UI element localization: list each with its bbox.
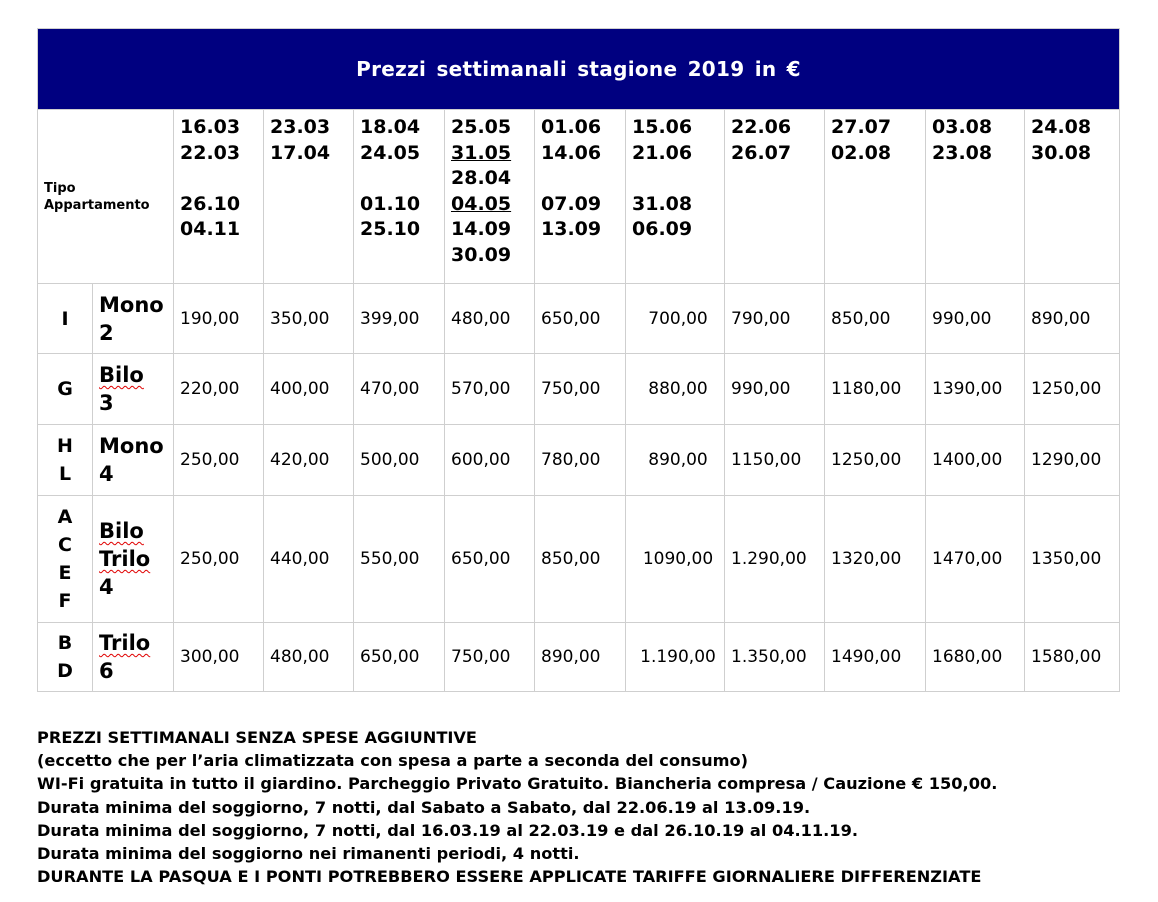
apartment-type	[93, 425, 174, 496]
unit-letter: B	[57, 632, 73, 654]
price-cell: 1150,00	[725, 425, 825, 496]
price-cell: 1180,00	[825, 354, 926, 425]
type-label-line1: Tipo	[44, 180, 76, 196]
period-date: 04.05	[451, 192, 512, 215]
period-date: 01.10	[360, 192, 421, 215]
price-cell: 220,00	[174, 354, 264, 425]
apartment-type-line-wrap	[99, 573, 173, 601]
period-date: 31.08	[632, 192, 693, 215]
period-date: 26.07	[731, 141, 792, 164]
type-label-line2: Appartamento	[44, 197, 150, 213]
period-date: 24.08	[1031, 116, 1092, 138]
unit-letter: G	[57, 378, 73, 400]
apartment-type-line: Bilo	[99, 519, 144, 543]
price-cell: 300,00	[174, 623, 264, 692]
price-cell: 990,00	[926, 284, 1025, 354]
price-cell: 790,00	[725, 284, 825, 354]
price-cell: 1390,00	[926, 354, 1025, 425]
apartment-type-line-wrap	[99, 629, 173, 657]
period-date: 15.06	[632, 116, 693, 138]
price-cell: 550,00	[354, 496, 445, 623]
unit-letters	[38, 496, 93, 623]
apartment-type	[93, 284, 174, 354]
apartment-type-line-wrap	[99, 657, 173, 685]
note-line: PREZZI SETTIMANALI SENZA SPESE AGGIUNTIVE	[37, 728, 477, 747]
price-cell: 850,00	[535, 496, 626, 623]
price-cell: 1290,00	[1025, 425, 1120, 496]
price-row	[38, 496, 1120, 623]
apartment-type-line: 6	[99, 659, 114, 683]
price-cell: 400,00	[264, 354, 354, 425]
price-cell: 480,00	[264, 623, 354, 692]
apartment-type	[93, 496, 174, 623]
apartment-type-line-wrap	[99, 432, 173, 460]
price-cell: 1250,00	[1025, 354, 1120, 425]
period-header-8	[825, 110, 926, 284]
apartment-type-line: Trilo	[99, 547, 151, 571]
unit-letter: L	[58, 463, 72, 485]
period-date: 16.03	[180, 116, 241, 138]
period-date: 06.09	[632, 218, 693, 240]
unit-letters	[38, 425, 93, 496]
price-row	[38, 284, 1120, 354]
period-date: 31.05	[451, 141, 512, 164]
period-date: 04.11	[180, 218, 241, 240]
period-header-2	[264, 110, 354, 284]
period-date: 14.06	[541, 141, 602, 164]
period-date: 30.08	[1031, 141, 1092, 164]
price-row	[38, 425, 1120, 496]
price-cell: 1400,00	[926, 425, 1025, 496]
period-date: 18.04	[360, 116, 421, 138]
period-date: 28.04	[451, 167, 512, 189]
apartment-type-line: Trilo	[99, 631, 151, 655]
unit-letters	[38, 623, 93, 692]
apartment-type	[93, 354, 174, 425]
price-cell: 1350,00	[1025, 496, 1120, 623]
price-cell: 780,00	[535, 425, 626, 496]
price-cell: 890,00	[535, 623, 626, 692]
apartment-type-line: 4	[99, 575, 114, 599]
period-header-4	[445, 110, 535, 284]
price-cell: 1470,00	[926, 496, 1025, 623]
price-cell: 250,00	[174, 496, 264, 623]
price-cell: 1.350,00	[725, 623, 825, 692]
period-header-3	[354, 110, 445, 284]
price-cell: 570,00	[445, 354, 535, 425]
price-row	[38, 354, 1120, 425]
period-gap	[360, 166, 444, 192]
period-gap	[632, 166, 724, 192]
price-cell: 500,00	[354, 425, 445, 496]
price-cell: 890,00	[626, 425, 725, 496]
price-cell: 1.290,00	[725, 496, 825, 623]
period-date: 17.04	[270, 141, 331, 164]
price-cell: 850,00	[825, 284, 926, 354]
price-cell: 650,00	[354, 623, 445, 692]
period-date: 02.08	[831, 141, 892, 164]
price-cell: 1250,00	[825, 425, 926, 496]
period-date: 22.06	[731, 116, 792, 138]
apartment-type-line-wrap	[99, 389, 173, 417]
unit-letter: D	[57, 660, 73, 682]
price-cell: 600,00	[445, 425, 535, 496]
period-date: 27.07	[831, 116, 892, 138]
note-line: WI-Fi gratuita in tutto il giardino. Parcheggio Privato Gratuito. Biancheria compresa / Cauzione € 150,00.	[37, 774, 998, 794]
period-header-9	[926, 110, 1025, 284]
period-date: 30.09	[451, 243, 512, 266]
price-cell: 399,00	[354, 284, 445, 354]
unit-letter: H	[57, 435, 73, 457]
unit-letters	[38, 354, 93, 425]
price-cell: 650,00	[535, 284, 626, 354]
period-header-5	[535, 110, 626, 284]
apartment-type-line-wrap	[99, 361, 173, 389]
period-date: 24.05	[360, 141, 421, 164]
period-date: 23.08	[932, 141, 993, 164]
period-gap	[541, 166, 625, 192]
note-line: Durata minima del soggiorno nei rimanenti periodi, 4 notti.	[37, 844, 580, 864]
apartment-type-line: Mono	[99, 434, 164, 458]
notes-block	[37, 726, 1158, 888]
price-cell: 420,00	[264, 425, 354, 496]
price-cell: 250,00	[174, 425, 264, 496]
apartment-type-line: 2	[99, 320, 114, 345]
period-header-row	[38, 110, 1120, 284]
note-line: (eccetto che per l’aria climatizzata con spesa a parte a seconda del consumo)	[37, 751, 749, 771]
period-date: 03.08	[932, 116, 993, 138]
price-cell: 470,00	[354, 354, 445, 425]
page-title: Prezzi settimanali stagione 2019 in €	[356, 57, 801, 81]
price-cell: 1490,00	[825, 623, 926, 692]
price-cell: 650,00	[445, 496, 535, 623]
note-line: Durata minima del soggiorno, 7 notti, dal Sabato a Sabato, dal 22.06.19 al 13.09.19.	[37, 797, 811, 817]
period-date: 13.09	[541, 218, 602, 240]
price-cell: 880,00	[626, 354, 725, 425]
apartment-type	[93, 623, 174, 692]
period-date: 25.10	[360, 218, 421, 240]
price-cell: 1090,00	[626, 496, 725, 623]
price-cell: 700,00	[626, 284, 725, 354]
apartment-type-line-wrap	[99, 460, 173, 488]
apartment-type-line: Bilo	[99, 363, 144, 387]
unit-letter: C	[58, 534, 72, 556]
price-cell: 1320,00	[825, 496, 926, 623]
apartment-type-line: Mono	[99, 292, 164, 317]
price-cell: 990,00	[725, 354, 825, 425]
unit-letter: F	[58, 590, 72, 612]
price-table	[37, 28, 1120, 692]
note-line: DURANTE LA PASQUA E I PONTI POTREBBERO ESSERE APPLICATE TARIFFE GIORNALIERE DIFFERENZIATE	[37, 867, 982, 887]
price-cell: 750,00	[445, 623, 535, 692]
price-cell: 190,00	[174, 284, 264, 354]
apartment-type-line: 4	[99, 462, 114, 486]
period-date: 25.05	[451, 116, 512, 138]
price-cell: 750,00	[535, 354, 626, 425]
price-cell: 480,00	[445, 284, 535, 354]
price-row	[38, 623, 1120, 692]
apartment-type-line-wrap	[99, 517, 173, 545]
apartment-type-line-wrap	[99, 545, 173, 573]
apartment-type-line: 3	[99, 391, 114, 415]
period-date: 01.06	[541, 116, 602, 138]
apartment-type-line-wrap	[99, 291, 173, 319]
period-gap	[180, 166, 263, 192]
price-cell: 1580,00	[1025, 623, 1120, 692]
price-cell: 350,00	[264, 284, 354, 354]
note-line: Durata minima del soggiorno, 7 notti, dal 16.03.19 al 22.03.19 e dal 26.10.19 al 04.11.19.	[37, 820, 858, 840]
title-banner	[38, 29, 1120, 110]
period-date: 14.09	[451, 218, 512, 240]
unit-letters	[38, 284, 93, 354]
period-header-1	[174, 110, 264, 284]
period-date: 22.03	[180, 141, 241, 164]
period-date: 23.03	[270, 116, 331, 138]
price-cell: 1680,00	[926, 623, 1025, 692]
unit-letter: A	[57, 506, 73, 528]
period-header-10	[1025, 110, 1120, 284]
price-cell: 890,00	[1025, 284, 1120, 354]
apartment-type-header	[38, 110, 174, 284]
period-header-7	[725, 110, 825, 284]
unit-letter: E	[58, 562, 72, 584]
price-cell: 440,00	[264, 496, 354, 623]
period-date: 26.10	[180, 192, 241, 215]
price-cell: 1.190,00	[626, 623, 725, 692]
unit-letter: I	[61, 307, 69, 330]
period-header-6	[626, 110, 725, 284]
apartment-type-line-wrap	[99, 319, 173, 347]
period-date: 07.09	[541, 192, 602, 215]
period-date: 21.06	[632, 141, 693, 164]
